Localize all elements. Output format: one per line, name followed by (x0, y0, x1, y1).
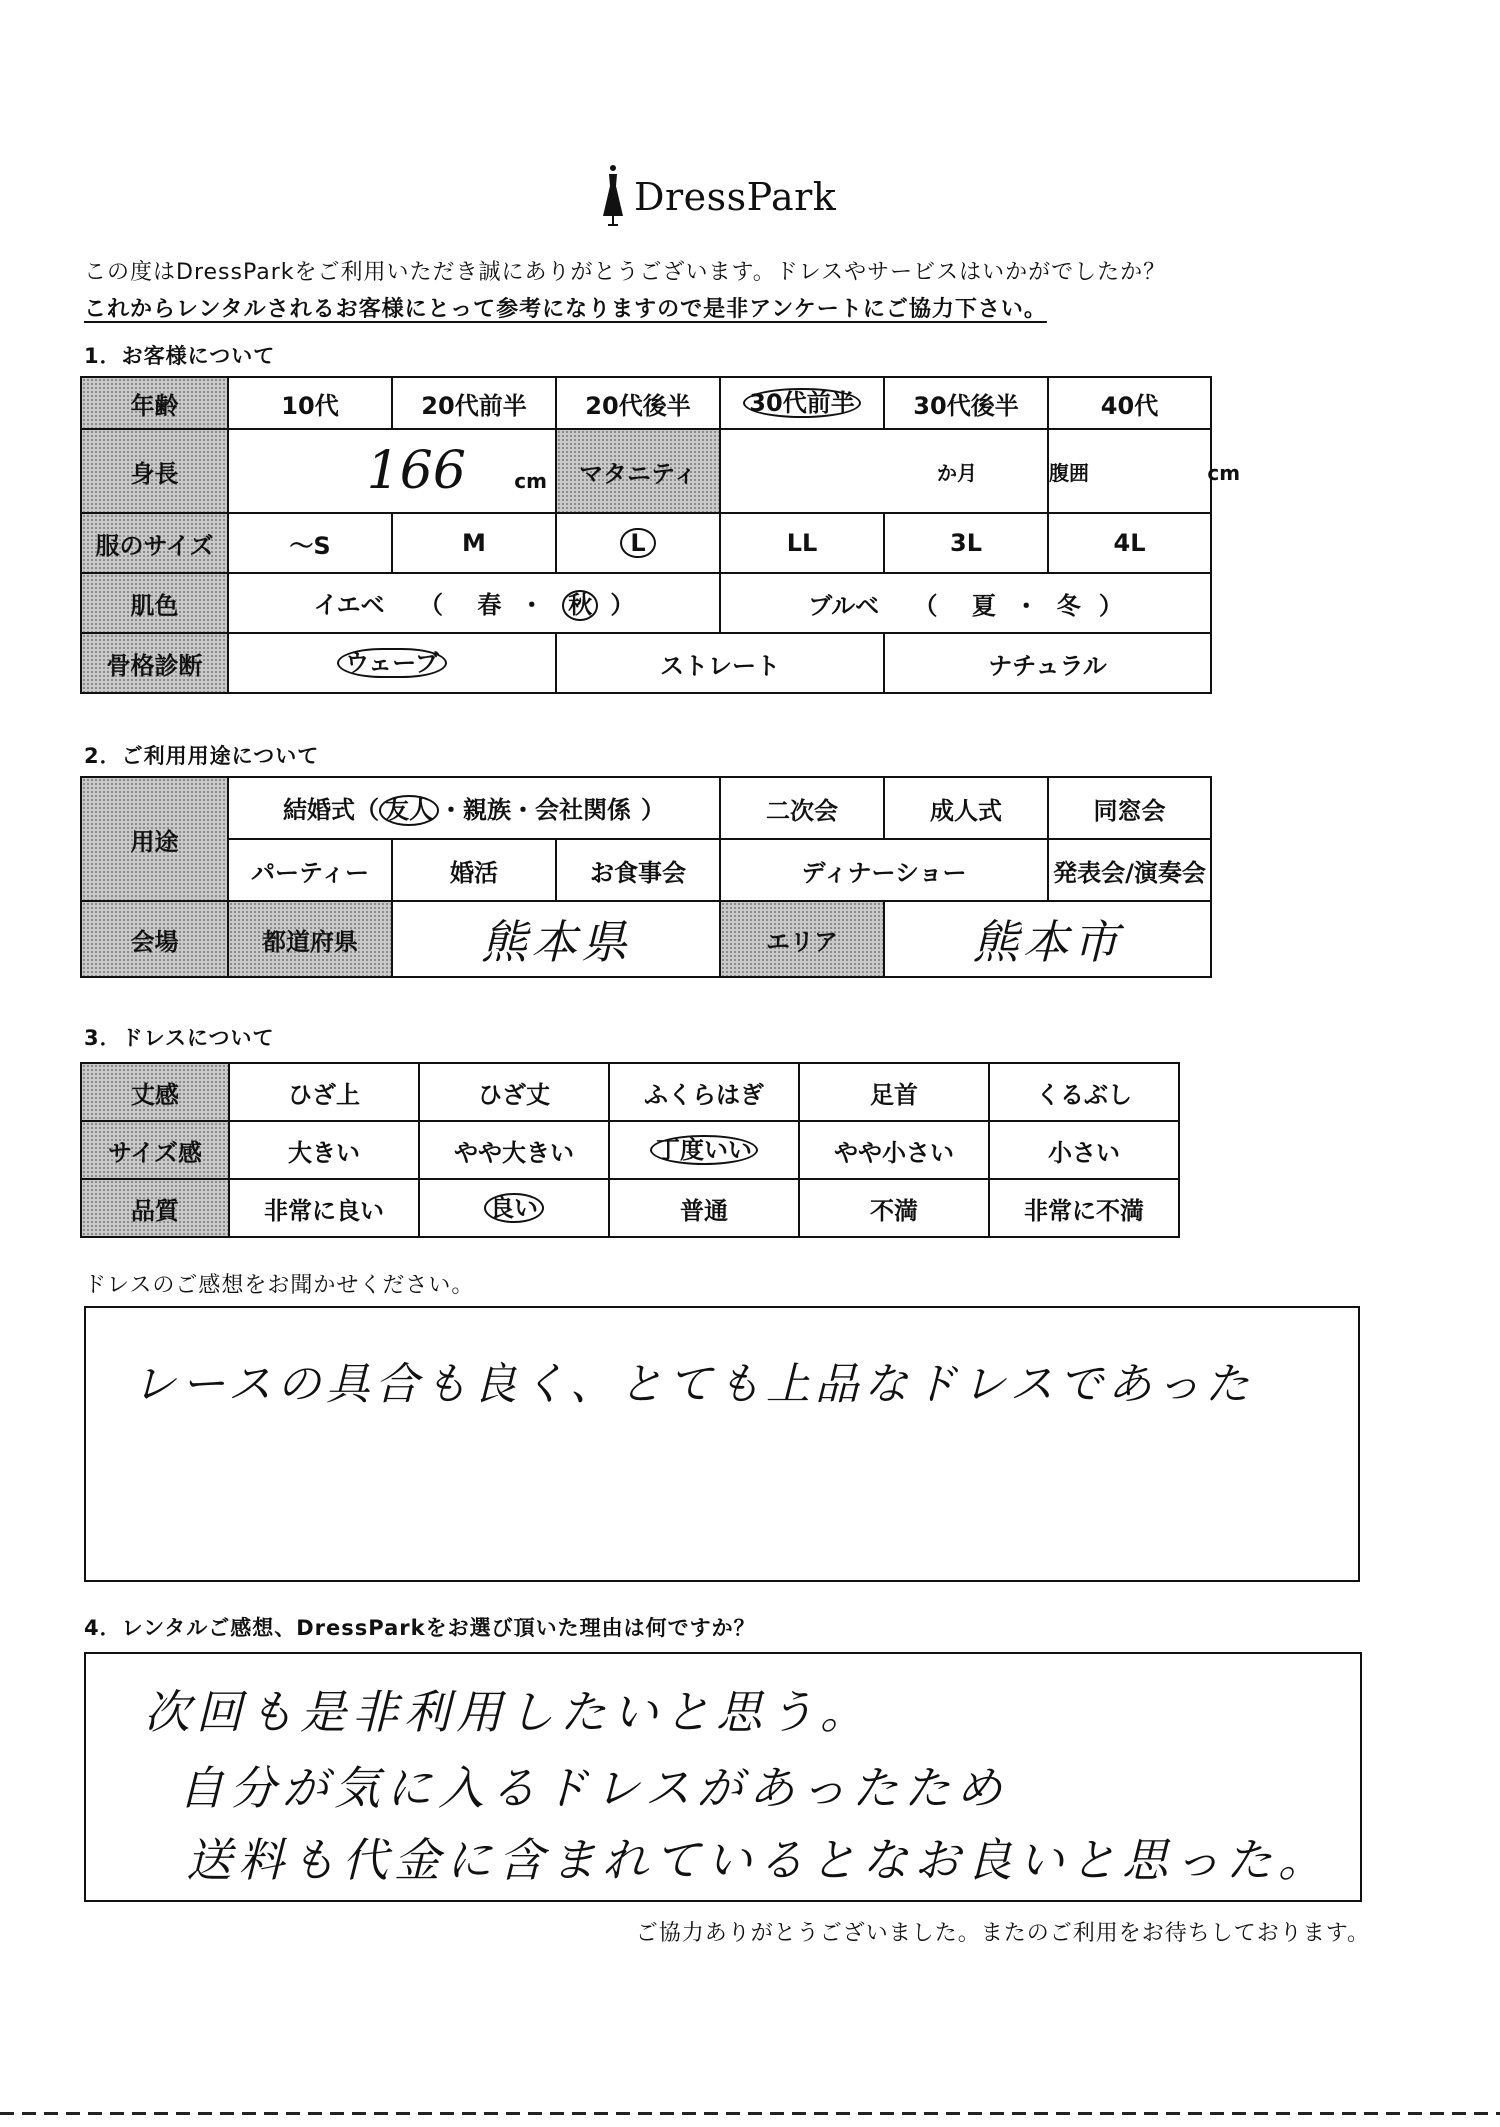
fit-small[interactable]: 小さい (989, 1121, 1179, 1179)
frame-option-straight[interactable]: ストレート (556, 633, 884, 693)
size-option-ll[interactable]: LL (720, 513, 884, 573)
skin-yellow-base[interactable] (228, 573, 720, 633)
fit-large[interactable]: 大きい (229, 1121, 419, 1179)
height-unit: cm (514, 469, 547, 493)
purpose-dinner[interactable]: お食事会 (556, 839, 720, 901)
spring-option: 春 (477, 591, 502, 620)
section2-title: 2．ご利用用途について (84, 744, 320, 768)
maternity-months-field[interactable] (720, 429, 1048, 513)
separator-dot: ・ (439, 796, 463, 825)
length-anklebone[interactable]: くるぶし (989, 1063, 1179, 1121)
paren-close: ） (610, 591, 635, 620)
quality-row (81, 1179, 1179, 1237)
area-field[interactable] (884, 901, 1211, 977)
reason-line-3: 送料も代金に含まれているとなお良いと思った。 (186, 1833, 1330, 1887)
waist-label: 腹囲 (1049, 460, 1089, 485)
fit-selected-mark: 丁度いい (650, 1135, 758, 1165)
purpose-wedding[interactable] (228, 777, 720, 839)
area-value: 熊本市 (972, 915, 1123, 969)
dress-comment-box[interactable] (84, 1306, 1360, 1582)
frame-label: 骨格診断 (81, 633, 228, 693)
waist-field[interactable] (1048, 429, 1241, 513)
length-above-knee[interactable]: ひざ上 (229, 1063, 419, 1121)
purpose-konkatsu[interactable]: 婚活 (392, 839, 556, 901)
length-label: 丈感 (81, 1063, 229, 1121)
purpose-row-1 (81, 777, 1211, 839)
length-calf[interactable]: ふくらはぎ (609, 1063, 799, 1121)
dress-comment-text: レースの具合も良く、とても上品なドレスであった (132, 1359, 1255, 1410)
fit-row (81, 1121, 1179, 1179)
company-option: 会社関係 (535, 796, 631, 825)
size-option-l[interactable] (556, 513, 720, 573)
scan-edge-line (0, 2112, 1500, 2115)
skin-label: 肌色 (81, 573, 228, 633)
section1-title: 1．お客様について (84, 344, 276, 368)
fit-slightly-large[interactable]: やや大きい (419, 1121, 609, 1179)
brand-name: DressPark (634, 175, 837, 219)
quality-unsatisfied[interactable]: 不満 (799, 1179, 989, 1237)
intro-line-2: これからレンタルされるお客様にとって参考になりますので是非アンケートにご協力下さい。 (84, 297, 1047, 322)
reason-line-2: 自分が気に入るドレスがあったため (178, 1761, 1009, 1815)
footer-thanks: ご協力ありがとうございました。またのご利用をお待ちしております。 (635, 1921, 1370, 1946)
size-option-4l[interactable]: 4L (1048, 513, 1211, 573)
skin-row (81, 573, 1211, 633)
purpose-row-2 (81, 839, 1211, 901)
area-label: エリア (720, 901, 884, 977)
purpose-table (80, 776, 1212, 978)
frame-row (81, 633, 1211, 693)
frame-selected-mark: ウェーブ (337, 648, 447, 678)
paren-close: ） (1098, 591, 1123, 620)
prefecture-label: 都道府県 (228, 901, 392, 977)
quality-very-unsatisfied[interactable]: 非常に不満 (989, 1179, 1179, 1237)
maternity-label: マタニティ (556, 429, 720, 513)
paren-open: （ (418, 591, 443, 620)
quality-normal[interactable]: 普通 (609, 1179, 799, 1237)
section4-title: 4．レンタルご感想、DressParkをお選び頂いた理由は何ですか？ (84, 1616, 756, 1640)
section3-title: 3．ドレスについて (84, 1026, 275, 1050)
comment-prompt: ドレスのご感想をお聞かせください。 (84, 1273, 475, 1298)
fit-slightly-small[interactable]: やや小さい (799, 1121, 989, 1179)
quality-good[interactable] (419, 1179, 609, 1237)
age-option-40s[interactable]: 40代 (1048, 377, 1211, 429)
waist-unit: cm (1207, 460, 1241, 485)
age-option-10s[interactable]: 10代 (228, 377, 392, 429)
fit-just-right[interactable] (609, 1121, 799, 1179)
purpose-label: 用途 (81, 777, 228, 901)
summer-option: 夏 (971, 591, 996, 620)
purpose-after-party[interactable]: 二次会 (720, 777, 884, 839)
quality-very-good[interactable]: 非常に良い (229, 1179, 419, 1237)
age-label: 年齢 (81, 377, 228, 429)
age-selected-mark: 30代前半 (743, 388, 860, 418)
height-row (81, 429, 1211, 513)
prefecture-field[interactable] (392, 901, 720, 977)
venue-row (81, 901, 1211, 977)
purpose-recital[interactable]: 発表会/演奏会 (1048, 839, 1211, 901)
purpose-dinner-show[interactable]: ディナーショー (720, 839, 1048, 901)
size-selected-mark: L (620, 528, 655, 558)
age-option-late-30s[interactable]: 30代後半 (884, 377, 1048, 429)
fit-label: サイズ感 (81, 1121, 229, 1179)
height-field[interactable] (228, 429, 556, 513)
purpose-party[interactable]: パーティー (228, 839, 392, 901)
reason-box[interactable] (84, 1652, 1362, 1902)
quality-selected-mark: 良い (484, 1193, 544, 1223)
size-option-m[interactable]: M (392, 513, 556, 573)
length-knee[interactable]: ひざ丈 (419, 1063, 609, 1121)
age-row (81, 377, 1211, 429)
length-ankle[interactable]: 足首 (799, 1063, 989, 1121)
winter-option: 冬 (1056, 591, 1081, 620)
prefecture-value: 熊本県 (481, 915, 631, 969)
yellow-base-label: イエベ (313, 591, 385, 620)
paren-open: （ (913, 591, 938, 620)
frame-option-natural[interactable]: ナチュラル (884, 633, 1211, 693)
frame-option-wave[interactable] (228, 633, 556, 693)
purpose-reunion[interactable]: 同窓会 (1048, 777, 1211, 839)
paren-close: ） (641, 796, 665, 825)
customer-table (80, 376, 1241, 694)
separator-dot: ・ (511, 796, 535, 825)
size-option-s[interactable]: ～S (228, 513, 392, 573)
skin-blue-base[interactable] (720, 573, 1211, 633)
length-row (81, 1063, 1179, 1121)
age-option-late-20s[interactable]: 20代後半 (556, 377, 720, 429)
dress-table (80, 1062, 1180, 1238)
reason-line-1: 次回も是非利用したいと思う。 (144, 1685, 872, 1739)
autumn-option-selected: 秋 (562, 590, 598, 620)
height-label: 身長 (81, 429, 228, 513)
separator-dot: ・ (519, 591, 544, 620)
paren-open: （ (355, 796, 379, 825)
dress-icon (600, 164, 626, 230)
brand-logo (600, 162, 836, 232)
relatives-option: 親族 (463, 796, 511, 825)
blue-base-label: ブルベ (808, 591, 880, 620)
friend-option-selected: 友人 (379, 795, 439, 825)
size-label: 服のサイズ (81, 513, 228, 573)
age-option-early-30s[interactable] (720, 377, 884, 429)
size-option-3l[interactable]: 3L (884, 513, 1048, 573)
purpose-coming-of-age[interactable]: 成人式 (884, 777, 1048, 839)
venue-label: 会場 (81, 901, 228, 977)
intro-line-1: この度はDressParkをご利用いただき誠にありがとうございます。ドレスやサービスはいかがでしたか？ (84, 260, 1167, 285)
quality-label: 品質 (81, 1179, 229, 1237)
height-value: 166 (366, 441, 466, 501)
wedding-label: 結婚式 (283, 796, 355, 825)
separator-dot: ・ (1014, 591, 1039, 620)
maternity-months-unit: か月 (937, 460, 977, 485)
age-option-early-20s[interactable]: 20代前半 (392, 377, 556, 429)
size-row (81, 513, 1211, 573)
